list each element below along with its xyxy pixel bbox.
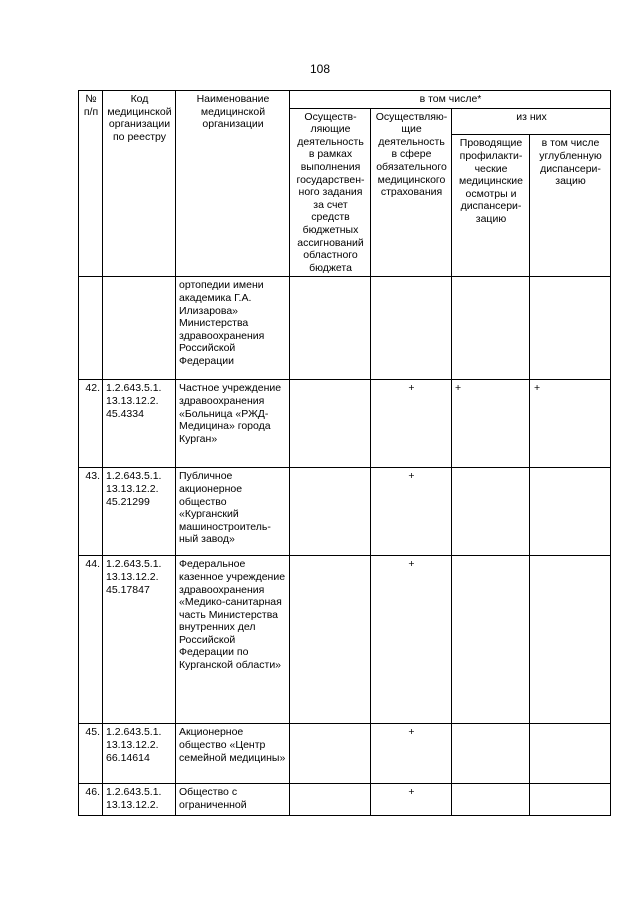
table-row (79, 724, 611, 784)
row-deep: + (530, 380, 611, 468)
header-name: Наименование медицинской организации (176, 91, 290, 277)
medical-organizations-table (78, 90, 611, 816)
header-row-1 (79, 91, 611, 109)
row-code: 1.2.643.5.1. 13.13.12.2. 45.21299 (103, 468, 176, 556)
row-code: 1.2.643.5.1. 13.13.12.2. 45.4334 (103, 380, 176, 468)
table-row (79, 468, 611, 556)
header-of-them: из них (452, 108, 611, 135)
row-name: Акционерное общество «Центр семейной медицины» (176, 724, 290, 784)
row-oms: + (371, 784, 452, 816)
table-row (79, 784, 611, 816)
table-row (79, 380, 611, 468)
row-num: 45. (79, 724, 103, 784)
row-num: 44. (79, 556, 103, 724)
row-deep (530, 556, 611, 724)
row-state-task (290, 468, 371, 556)
page-number: 108 (309, 62, 331, 76)
header-code: Код медицинской организации по реестру (103, 91, 176, 277)
row-deep (530, 277, 611, 380)
row-prof (452, 277, 530, 380)
row-name: Публичное акционерное общество «Курганский машиностроитель-ный завод» (176, 468, 290, 556)
header-including: в том числе* (290, 91, 611, 109)
row-prof (452, 784, 530, 816)
row-deep (530, 468, 611, 556)
header-deep: в том числе углубленную диспансери-зацию (530, 135, 611, 277)
table-row (79, 277, 611, 380)
row-code: 1.2.643.5.1. 13.13.12.2. 45.17847 (103, 556, 176, 724)
row-oms: + (371, 724, 452, 784)
row-state-task (290, 277, 371, 380)
header-num: № п/п (79, 91, 103, 277)
row-prof: + (452, 380, 530, 468)
table-row (79, 556, 611, 724)
row-deep (530, 784, 611, 816)
row-num: 42. (79, 380, 103, 468)
row-oms: + (371, 556, 452, 724)
row-state-task (290, 380, 371, 468)
row-oms: + (371, 468, 452, 556)
row-state-task (290, 724, 371, 784)
row-prof (452, 724, 530, 784)
header-oms: Осуществляю-щие деятельность в сфере обязательного медицинского страхования (371, 108, 452, 277)
row-deep (530, 724, 611, 784)
row-state-task (290, 784, 371, 816)
row-code: 1.2.643.5.1. 13.13.12.2. (103, 784, 176, 816)
row-code: 1.2.643.5.1. 13.13.12.2. 66.14614 (103, 724, 176, 784)
row-name: ортопедии имени академика Г.А. Илизарова» Министерства здравоохранения Российской Федерации (176, 277, 290, 380)
header-prof: Проводящие профилакти-ческие медицинские осмотры и диспансери-зацию (452, 135, 530, 277)
row-name: Федеральное казенное учреждение здравоохранения «Медико-санитарная часть Министерства внутренних дел Российской Федерации по Курганской области» (176, 556, 290, 724)
header-state-task: Осуществ-ляющие деятельность в рамках выполнения государствен-ного задания за счет средств бюджетных ассигнований областного бюджета (290, 108, 371, 277)
row-name: Общество с ограниченной (176, 784, 290, 816)
row-oms: + (371, 380, 452, 468)
row-num: 46. (79, 784, 103, 816)
row-prof (452, 468, 530, 556)
row-num: 43. (79, 468, 103, 556)
row-oms (371, 277, 452, 380)
row-code (103, 277, 176, 380)
row-name: Частное учреждение здравоохранения «Больница «РЖД-Медицина» города Курган» (176, 380, 290, 468)
row-state-task (290, 556, 371, 724)
row-prof (452, 556, 530, 724)
row-num (79, 277, 103, 380)
